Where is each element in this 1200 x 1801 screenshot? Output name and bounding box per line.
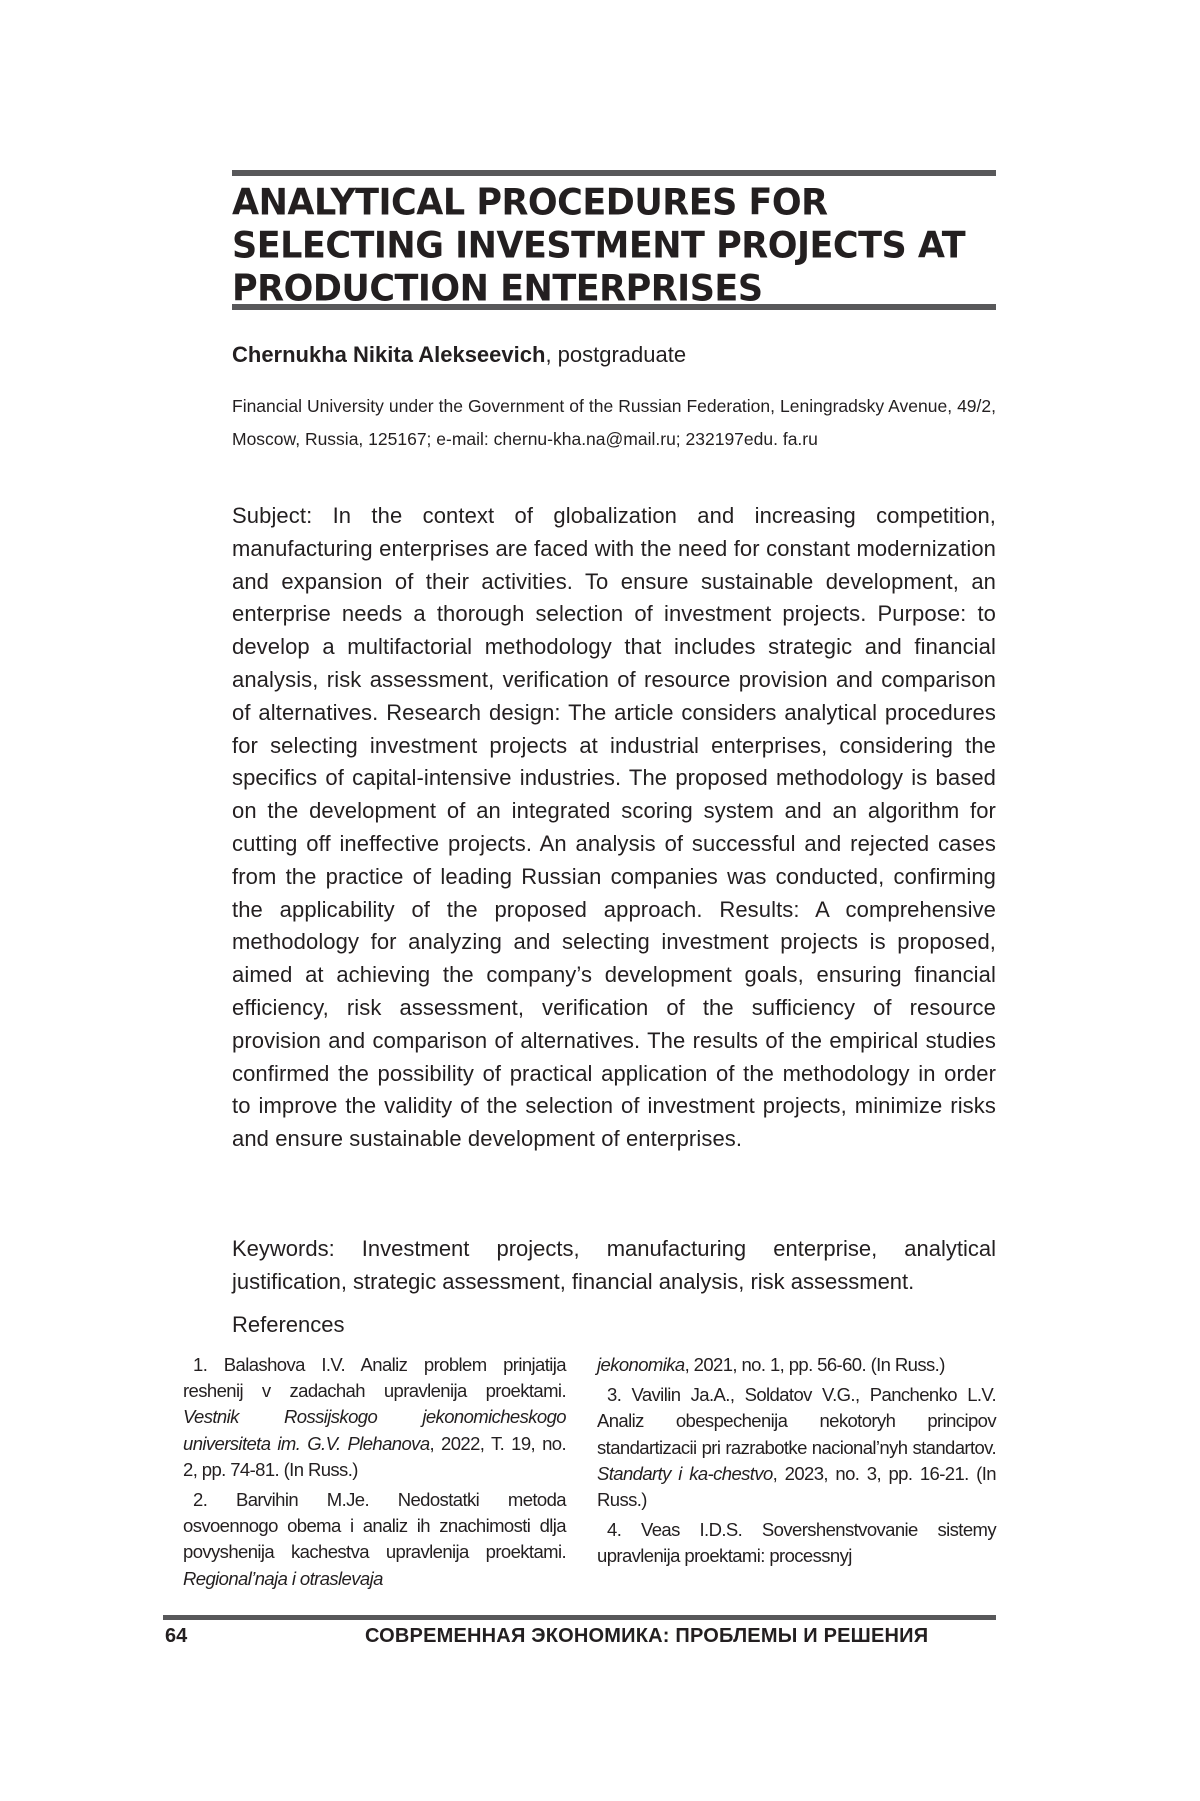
title-line: PRODUCTION ENTERPRISES [232, 268, 1012, 311]
references-left-column [183, 1352, 566, 1596]
author-line [232, 342, 686, 368]
author-name: Chernukha Nikita Alekseevich [232, 342, 545, 367]
abstract: Subject: In the context of globalization and increasing competition, manufacturing enterprises are faced with the need for constant modernization and expansion of their activities. To ensure sustainable development, an enterprise needs a thorough selection of investment projects. Purpose: to develop a multifactorial methodology that includes strategic and financial analysis, risk assessment, verification of resource provision and comparison of alternatives. Research design: The article considers analytical procedures for selecting investment projects at industrial enterprises, considering the specifics of capital-intensive industries. The proposed methodology is based on the development of an integrated scoring system and an algorithm for cutting off ineffective projects. An analysis of successful and rejected cases from the practice of leading Russian companies was conducted, confirming the applicability of the proposed approach. Results: A comprehensive methodology for analyzing and selecting investment projects is proposed, aimed at achieving the company’s development goals, ensuring financial efficiency, risk assessment, verification of the sufficiency of resource provision and comparison of alternatives. The results of the empirical studies confirmed the possibility of practical application of the methodology in order to improve the validity of the selection of investment projects, minimize risks and ensure sustainable development of enterprises. [232, 500, 996, 1156]
reference-item [597, 1382, 996, 1513]
ref-text: 4. Veas I.D.S. Sovershenstvovanie sistemy upravlenija proektami: processnyj [597, 1519, 996, 1566]
title-line: ANALYTICAL PROCEDURES FOR [232, 182, 1012, 225]
ref-text: , 2021, no. 1, pp. 56-60. (In Russ.) [685, 1354, 945, 1375]
ref-text: 2. Barvihin M.Je. Nedostatki metoda osvoennogo obema i analiz ih znachimosti dlja povyshenija kachestva upravlenija proektami. [183, 1489, 566, 1562]
ref-text: , 2023, no. 3, pp. 16-21. (In Russ.) [597, 1463, 996, 1510]
ref-source: Standarty i ka-chestvo [597, 1463, 773, 1484]
references-heading: References [232, 1312, 345, 1338]
references-right-column [597, 1352, 996, 1574]
reference-item [183, 1352, 566, 1483]
ref-source: jekonomika [597, 1354, 685, 1375]
ref-text: 1. Balashova I.V. Analiz problem prinjatija reshenij v zadachah upravlenija proektami. [183, 1354, 566, 1401]
affiliation: Financial University under the Government of the Russian Federation, Leningradsky Avenue, 49/2, Moscow, Russia, 125167; e-mail: chernu-kha.na@mail.ru; 232197edu. fa.ru [232, 390, 996, 456]
title-bottom-rule [232, 304, 996, 310]
footer-rule [163, 1615, 996, 1620]
page-number: 64 [165, 1625, 187, 1648]
ref-source: Regional’naja i otraslevaja [183, 1568, 383, 1589]
ref-text: , 2022, T. 19, no. 2, pp. 74-81. (In Russ.) [183, 1433, 566, 1480]
ref-text: 3. Vavilin Ja.A., Soldatov V.G., Panchenko L.V. Analiz obespechenija nekotoryh principov standartizacii pri razrabotke nacional’nyh standartov. [597, 1384, 996, 1457]
journal-title: СОВРЕМЕННАЯ ЭКОНОМИКА: ПРОБЛЕМЫ И РЕШЕНИЯ [365, 1625, 928, 1648]
keywords: Keywords: Investment projects, manufacturing enterprise, analytical justification, strategic assessment, financial analysis, risk assessment. [232, 1233, 996, 1298]
reference-item [183, 1487, 566, 1592]
article-title [232, 182, 1012, 311]
author-role: , postgraduate [545, 342, 686, 367]
reference-item [597, 1517, 996, 1569]
title-top-rule [232, 170, 996, 176]
reference-item-continued [597, 1352, 996, 1378]
ref-source: Vestnik Rossijskogo jekonomicheskogo universiteta im. G.V. Plehanova [183, 1406, 566, 1453]
title-line: SELECTING INVESTMENT PROJECTS AT [232, 225, 1012, 268]
